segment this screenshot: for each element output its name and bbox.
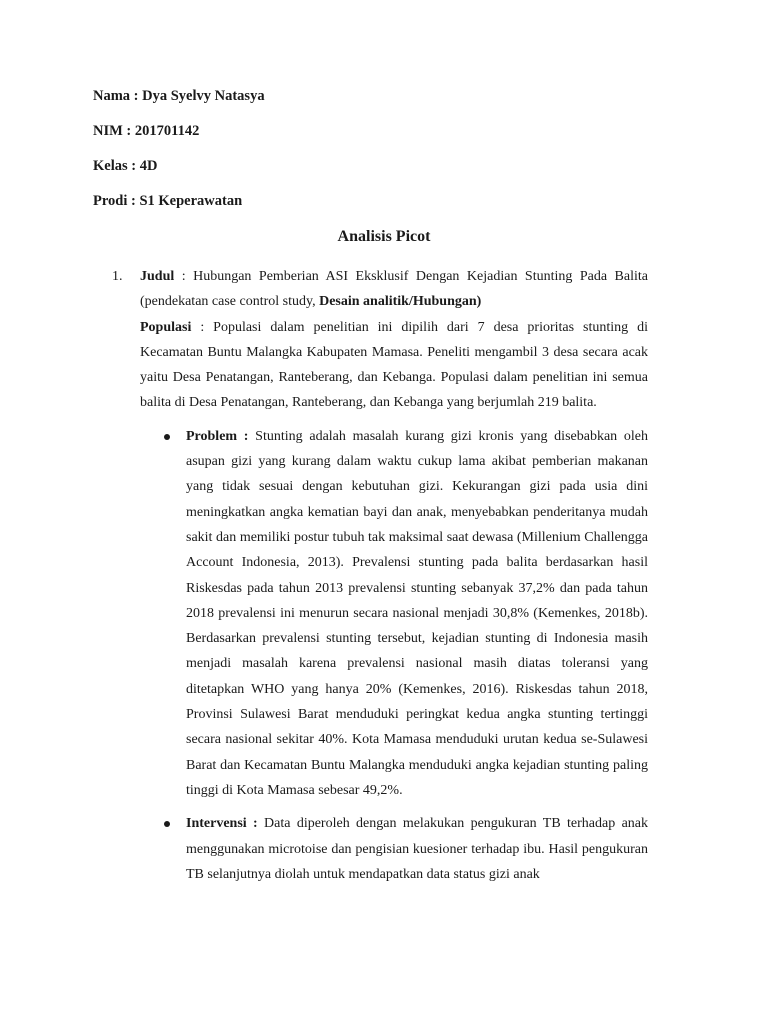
judul-text: : Hubungan Pemberian ASI Eksklusif Dengan Kejadian Stunting Pada Balita (pendekatan case control study, [140,269,648,310]
student-class: Kelas : 4D [93,158,158,174]
populasi-label: Populasi [140,319,192,335]
student-program: Prodi : S1 Keperawatan [93,193,243,209]
judul-design: Desain analitik/Hubungan) [319,294,482,310]
judul-paragraph [140,264,648,315]
intervensi-text: Data diperoleh dengan melakukan pengukuran TB terhadap anak menggunakan microtoise dan pengisian kuesioner terhadap ibu. Hasil pengukuran TB selanjutnya diolah untuk mendapatkan data status gizi anak [186,816,649,882]
picot-bullet-list [140,424,648,887]
list-item [186,424,648,803]
bullet-icon [164,434,170,440]
populasi-paragraph [140,315,648,416]
problem-label: Problem : [186,428,249,444]
numbered-section [112,264,649,887]
problem-text: Stunting adalah masalah kurang gizi kronis yang disebabkan oleh asupan gizi yang kurang dalam waktu cukup lama akibat pemberian makanan yang tidak sesuai dengan kebutuhan gizi. Kekurangan gizi pada usia dini meningkatkan angka kematian bayi dan anak, menyebabkan penderitanya mudah sakit dan memiliki postur tubuh tak maksimal saat dewasa (Millenium Challengga Account Indonesia, 2013). Prevalensi stunting pada balita berdasarkan hasil Riskesdas pada tahun 2013 prevalensi stunting sebanyak 37,2% dan pada tahun 2018 prevalensi ini menurun secara nasional menjadi 30,8% (Kemenkes, 2018b). Berdasarkan prevalensi stunting tersebut, kejadian stunting di Indonesia masih menjadi masalah karena prevalensi nasional masih diatas toleransi yang ditetapkan WHO yang hanya 20% (Kemenkes, 2016). Riskesdas tahun 2018, Provinsi Sulawesi Barat menduduki peringkat kedua angka stunting tertinggi secara nasional sekitar 40%. Kota Mamasa menduduki urutan kedua se-Sulawesi Barat dan Kecamatan Buntu Malangka menduduki angka kejadian stunting paling tinggi di Kota Mamasa sebesar 49,2%. [186,428,648,798]
judul-label: Judul [140,269,175,284]
student-name: Nama : Dya Syelvy Natasya [93,88,265,104]
section-number: 1. [112,269,123,284]
intervensi-label: Intervensi : [186,816,258,832]
bullet-icon [164,821,170,827]
document-title: Analisis Picot [337,228,431,245]
populasi-text: : Populasi dalam penelitian ini dipilih dari 7 desa prioritas stunting di Kecamatan Buntu Malangka Kabupaten Mamasa. Peneliti mengambil 3 desa secara acak yaitu Desa Penatangan, Ranteberang, dan Kebanga. Populasi dalam penelitian ini semua balita di Desa Penatangan, Ranteberang, dan Kebanga yang berjumlah 219 balita. [140,319,648,411]
student-nim: NIM : 201701142 [93,123,200,139]
list-item [186,811,648,887]
